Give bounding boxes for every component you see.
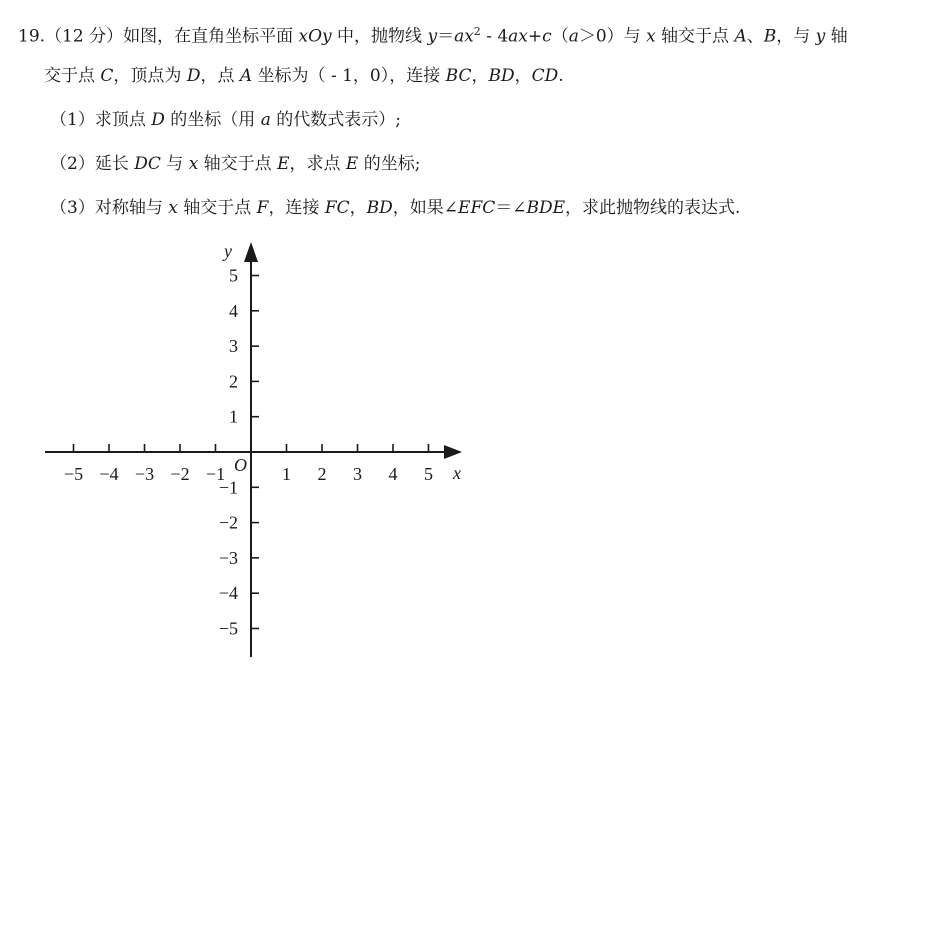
text-fragment: 轴交于点	[177, 198, 257, 218]
text-fragment: （3）对称轴与	[50, 198, 169, 218]
formula-var: x	[168, 198, 178, 218]
formula-term: c	[542, 26, 552, 47]
tick-labels-group	[64, 241, 461, 639]
text-fragment: （	[551, 26, 569, 47]
y-tick-label: 3	[229, 336, 238, 357]
y-tick-label: 2	[229, 371, 238, 392]
x-axis-arrow	[444, 445, 462, 459]
y-tick-label: −2	[218, 512, 238, 533]
x-tick-label: 4	[388, 464, 398, 484]
formula-exponent: 2	[473, 25, 481, 38]
point-label: B	[763, 26, 777, 47]
text-fragment: ，连接	[268, 198, 325, 218]
text-fragment: 、	[746, 26, 764, 47]
point-label: A	[239, 66, 253, 86]
point-label: E	[345, 154, 359, 174]
formula-var: a	[568, 26, 579, 47]
origin-label: O	[234, 455, 247, 475]
text-fragment: ＝∠	[495, 198, 527, 218]
formula-term: ax	[454, 26, 474, 47]
formula-var: x	[646, 26, 656, 47]
text-fragment: 的代数式表示）;	[270, 110, 401, 130]
point-label: F	[256, 198, 269, 218]
y-axis-label: y	[224, 241, 232, 261]
text-fragment: .	[558, 66, 564, 86]
segment-label: BD	[366, 198, 393, 218]
point-label: D	[151, 110, 165, 130]
x-tick-label: 2	[317, 464, 327, 484]
x-tick-label: 5	[424, 464, 433, 484]
angle-label: BDE	[526, 198, 566, 218]
x-tick-label: 3	[353, 464, 362, 484]
text-fragment: 如图，在直角坐标平面	[123, 26, 299, 47]
problem-score: （12 分）	[45, 26, 124, 47]
formula-op: - 4	[480, 26, 509, 47]
y-tick-label: −4	[218, 583, 238, 604]
formula-var: y	[815, 26, 826, 47]
y-tick-label: 5	[229, 265, 238, 286]
point-label: D	[186, 66, 201, 86]
text-fragment: ，与	[776, 26, 816, 47]
text-fragment: ，求点	[289, 154, 346, 174]
formula-var: x	[188, 154, 199, 174]
text-fragment: ＞0）与	[578, 26, 647, 47]
point-label: A	[734, 26, 747, 47]
text-fragment: ，顶点为	[113, 66, 187, 86]
text-fragment: 的坐标（用	[164, 110, 261, 130]
text-fragment: 与	[160, 154, 189, 174]
segment-label: DC	[134, 154, 161, 174]
text-fragment: 中，抛物线	[331, 26, 428, 47]
x-axis-label: x	[453, 463, 461, 483]
text-fragment: 轴	[825, 26, 848, 47]
text-fragment: ，点	[200, 66, 240, 86]
formula-var: y	[427, 26, 438, 47]
point-label: C	[100, 66, 114, 86]
y-tick-label: −3	[218, 547, 238, 568]
formula-op: +	[527, 26, 543, 47]
problem-number: 19.	[18, 26, 46, 47]
text-fragment: （2）延长	[50, 154, 135, 174]
segment-label: FC	[324, 198, 350, 218]
angle-label: EFC	[458, 198, 496, 218]
y-axis-arrow	[244, 242, 258, 262]
y-tick-label: 4	[229, 300, 238, 321]
text-fragment: ，	[349, 198, 367, 218]
x-tick-label: −3	[134, 464, 155, 484]
x-tick-label: −2	[170, 464, 190, 484]
text-fragment: （1）求顶点	[50, 110, 152, 130]
text-fragment: 轴交于点	[198, 154, 278, 174]
x-tick-label: −4	[99, 464, 119, 484]
axes-group	[45, 242, 462, 657]
point-label: E	[277, 154, 290, 174]
text-fragment: 交于点	[44, 66, 101, 86]
formula-term: ax	[508, 26, 528, 47]
y-tick-label: −5	[218, 618, 238, 639]
segment-label: BD	[488, 66, 515, 86]
plane-name: xOy	[298, 26, 332, 47]
x-tick-label: 1	[282, 464, 291, 484]
y-tick-label: 1	[229, 406, 238, 427]
text-fragment: ，求此抛物线的表达式.	[565, 198, 741, 218]
text-fragment: ，如果∠	[392, 198, 459, 218]
text-fragment: 坐标为（ - 1，0），连接	[252, 66, 446, 86]
formula-var: a	[260, 110, 271, 130]
segment-label: BC	[445, 66, 472, 86]
x-tick-label: −1	[205, 464, 226, 484]
x-tick-label: −5	[63, 464, 84, 484]
text-fragment: ，	[471, 66, 489, 86]
text-fragment: ，	[514, 66, 532, 86]
segment-label: CD	[531, 66, 559, 86]
text-fragment: 轴交于点	[655, 26, 735, 47]
formula-op: ＝	[437, 26, 455, 47]
y-tick-label: −1	[218, 477, 238, 498]
text-fragment: 的坐标;	[358, 154, 421, 174]
